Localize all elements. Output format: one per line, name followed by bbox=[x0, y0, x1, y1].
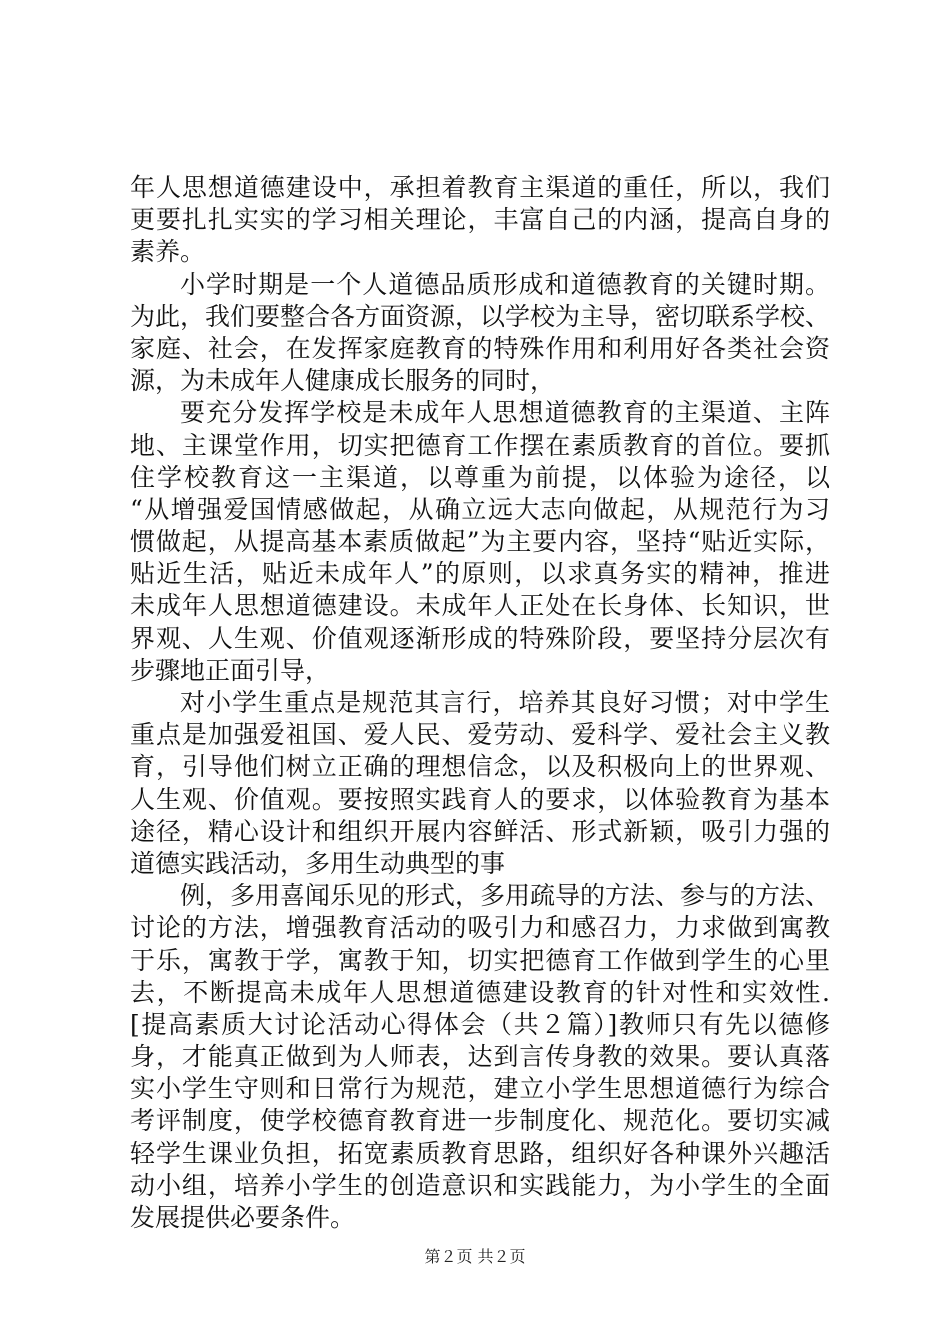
page-footer bbox=[0, 1244, 950, 1267]
body-text bbox=[130, 172, 830, 1234]
text-line: 地、主课堂作用，切实把德育工作摆在素质教育的首位。要抓 bbox=[130, 430, 830, 460]
text-line: 家庭、社会，在发挥家庭教育的特殊作用和利用好各类社会资 bbox=[130, 333, 830, 363]
text-line: 未成年人思想道德建设。未成年人正处在长身体、长知识，世 bbox=[130, 591, 830, 621]
text-line: 素养。 bbox=[130, 237, 206, 267]
text-line: 途径，精心设计和组织开展内容鲜活、形式新颖，吸引力强的 bbox=[130, 816, 830, 846]
text-line: 动小组，培养小学生的创造意识和实践能力，为小学生的全面 bbox=[130, 1170, 830, 1200]
text-line: 为此，我们要整合各方面资源，以学校为主导，密切联系学校、 bbox=[130, 301, 830, 331]
paragraph-start-line: 例，多用喜闻乐见的形式，多用疏导的方法、参与的方法、 bbox=[180, 881, 830, 911]
text-line: “从增强爱国情感做起，从确立远大志向做起，从规范行为习 bbox=[130, 494, 830, 524]
text-line: 贴近生活，贴近未成年人”的原则，以求真务实的精神，推进 bbox=[130, 559, 830, 589]
text-line: 重点是加强爱祖国、爱人民、爱劳动、爱科学、爱社会主义教 bbox=[130, 720, 830, 750]
text-line: 界观、人生观、价值观逐渐形成的特殊阶段，要坚持分层次有 bbox=[130, 623, 830, 653]
text-line: 步骤地正面引导， bbox=[130, 655, 331, 685]
text-line: 惯做起，从提高基本素质做起”为主要内容，坚持“贴近实际， bbox=[130, 527, 830, 557]
text-line: 年人思想道德建设中，承担着教育主渠道的重任，所以，我们 bbox=[130, 173, 830, 202]
text-line: 源，为未成年人健康成长服务的同时， bbox=[130, 366, 556, 396]
paragraph-start-line: 要充分发挥学校是未成年人思想道德教育的主渠道、主阵 bbox=[180, 398, 830, 428]
paragraph-start-line: 对小学生重点是规范其言行，培养其良好习惯；对中学生 bbox=[180, 688, 830, 717]
paragraph-start-line: 小学时期是一个人道德品质形成和道德教育的关键时期。 bbox=[180, 269, 830, 299]
text-line: 更要扎扎实实的学习相关理论，丰富自己的内涵，提高自身的 bbox=[130, 205, 830, 235]
text-line: 实小学生守则和日常行为规范，建立小学生思想道德行为综合 bbox=[130, 1074, 830, 1104]
text-line: 住学校教育这一主渠道，以尊重为前提，以体验为途径，以 bbox=[130, 462, 830, 492]
text-line: 身，才能真正做到为人师表，达到言传身教的效果。要认真落 bbox=[130, 1042, 830, 1072]
page-number-label: 第２页 共２页 bbox=[424, 1247, 526, 1266]
text-line: 考评制度，使学校德育教育进一步制度化、规范化。要切实减 bbox=[130, 1106, 830, 1136]
text-line: 育，引导他们树立正确的理想信念，以及积极向上的世界观、 bbox=[130, 752, 830, 782]
text-line: 道德实践活动，多用生动典型的事 bbox=[130, 848, 506, 878]
text-line: 发展提供必要条件。 bbox=[130, 1203, 356, 1232]
text-line: 人生观、价值观。要按照实践育人的要求，以体验教育为基本 bbox=[130, 784, 830, 814]
text-line: 轻学生课业负担，拓宽素质教育思路，组织好各种课外兴趣活 bbox=[130, 1138, 830, 1168]
text-line: 讨论的方法，增强教育活动的吸引力和感召力，力求做到寓教 bbox=[130, 913, 830, 943]
text-line: 于乐，寓教于学，寓教于知，切实把德育工作做到学生的心里 bbox=[130, 945, 830, 975]
text-line: 去，不断提高未成年人思想道德建设教育的针对性和实效性. bbox=[130, 977, 830, 1007]
text-line: [提高素质大讨论活动心得体会（共２篇）]教师只有先以德修 bbox=[130, 1009, 830, 1039]
